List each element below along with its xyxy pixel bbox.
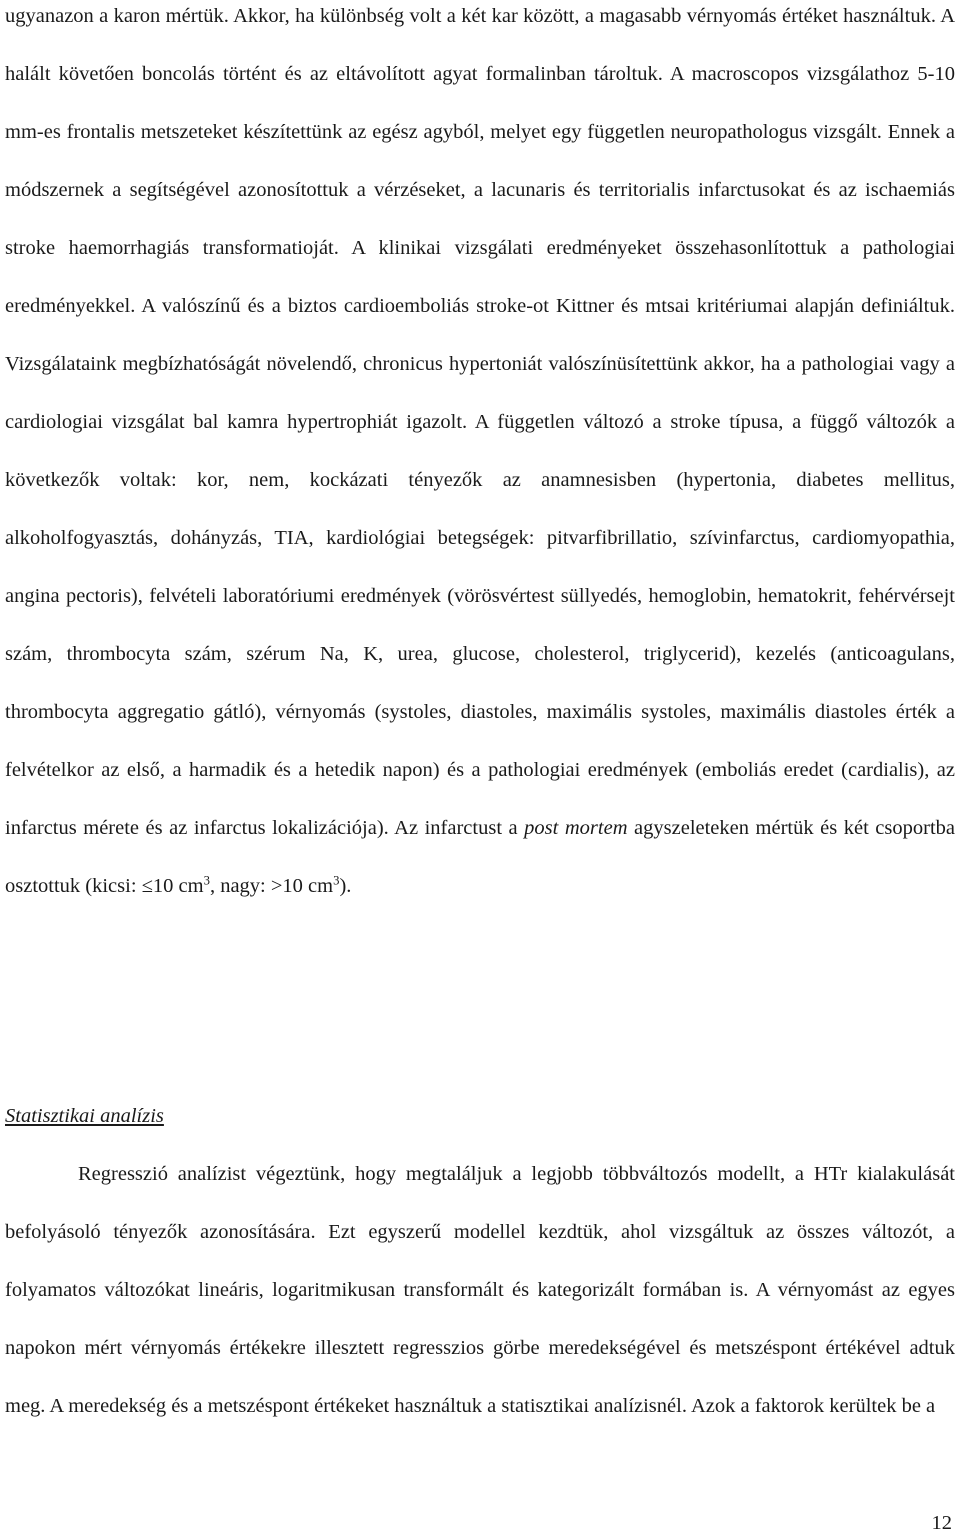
paragraph-text: ). (339, 875, 352, 897)
body-paragraph-statistics: Regresszió analízist végeztünk, hogy megtaláljuk a legjobb többváltozós modellt, a HTr kialakulását befolyásoló tényezők azonosítására. Ezt egyszerű modellel kezdtük, ahol vizsgáltuk az összes változót, a folyamatos változókat lineáris, logaritmikusan transformált és kategorizált formában is. A vérnyomást az egyes napokon mért vérnyomás értékekre illesztett regresszios görbe meredekségével és metszéspont értékével adtuk meg. A meredekség és a metszéspont értékeket használtuk a statisztikai analízisnél. Azok a faktorok kerültek be a (5, 1163, 955, 1417)
paragraph-text: , nagy: >10 cm (209, 875, 334, 897)
paragraph-text: agyszeleteken mértük és két csoportba osztottuk (kicsi: ≤10 cm (5, 817, 955, 897)
body-paragraph-methods (5, 0, 955, 915)
superscript: 3 (333, 873, 340, 888)
italic-term: post mortem (524, 817, 628, 839)
section-heading: Statisztikai analízis (5, 1105, 164, 1127)
paragraph-text: ugyanazon a karon mértük. Akkor, ha különbség volt a két kar között, a magasabb vérnyomás értéket használtuk. A halált követően boncolás történt és az eltávolított agyat formalinban tároltuk. A macroscopos vizsgálathoz 5-10 mm-es frontalis metszeteket készítettünk az egész agyból, melyet egy független neuropathologus vizsgált. Ennek a módszernek a segítségével azonosítottuk a vérzéseket, a lacunaris és territorialis infarctusokat és az ischaemiás stroke haemorrhagiás transformatioját. A klinikai vizsgálati eredményeket összehasonlítottuk a pathologiai eredményekkel. A valószínű és a biztos cardioemboliás stroke-ot Kittner és mtsai kritériumai alapján definiáltuk. Vizsgálataink megbízhatóságát növelendő, chronicus hypertoniát valószínüsítettünk akkor, ha a pathologiai vagy a cardiologiai vizsgálat bal kamra hypertrophiát igazolt. A független változó a stroke típusa, a függő változók a következők voltak: kor, nem, kockázati tényezők az anamnesisben (hypertonia, diabetes mellitus, alkoholfogyasztás, dohányzás, TIA, kardiológiai betegségek: pitvarfibrillatio, szívinfarctus, cardiomyopathia, angina pectoris), felvételi laboratóriumi eredmények (vörösvértest süllyedés, hemoglobin, hematokrit, fehérvérsejt szám, thrombocyta szám, szérum Na, K, urea, glucose, cholesterol, triglycerid), kezelés (anticoagulans, thrombocyta aggregatio gátló), vérnyomás (systoles, diastoles, maximális systoles, maximális diastoles érték a felvételkor az első, a harmadik és a hetedik napon) és a pathologiai eredmények (emboliás eredet (cardialis), az infarctus mérete és az infarctus lokalizációja). Az infarctust a (5, 5, 955, 839)
superscript: 3 (203, 873, 210, 888)
page-number: 12 (931, 1512, 952, 1534)
